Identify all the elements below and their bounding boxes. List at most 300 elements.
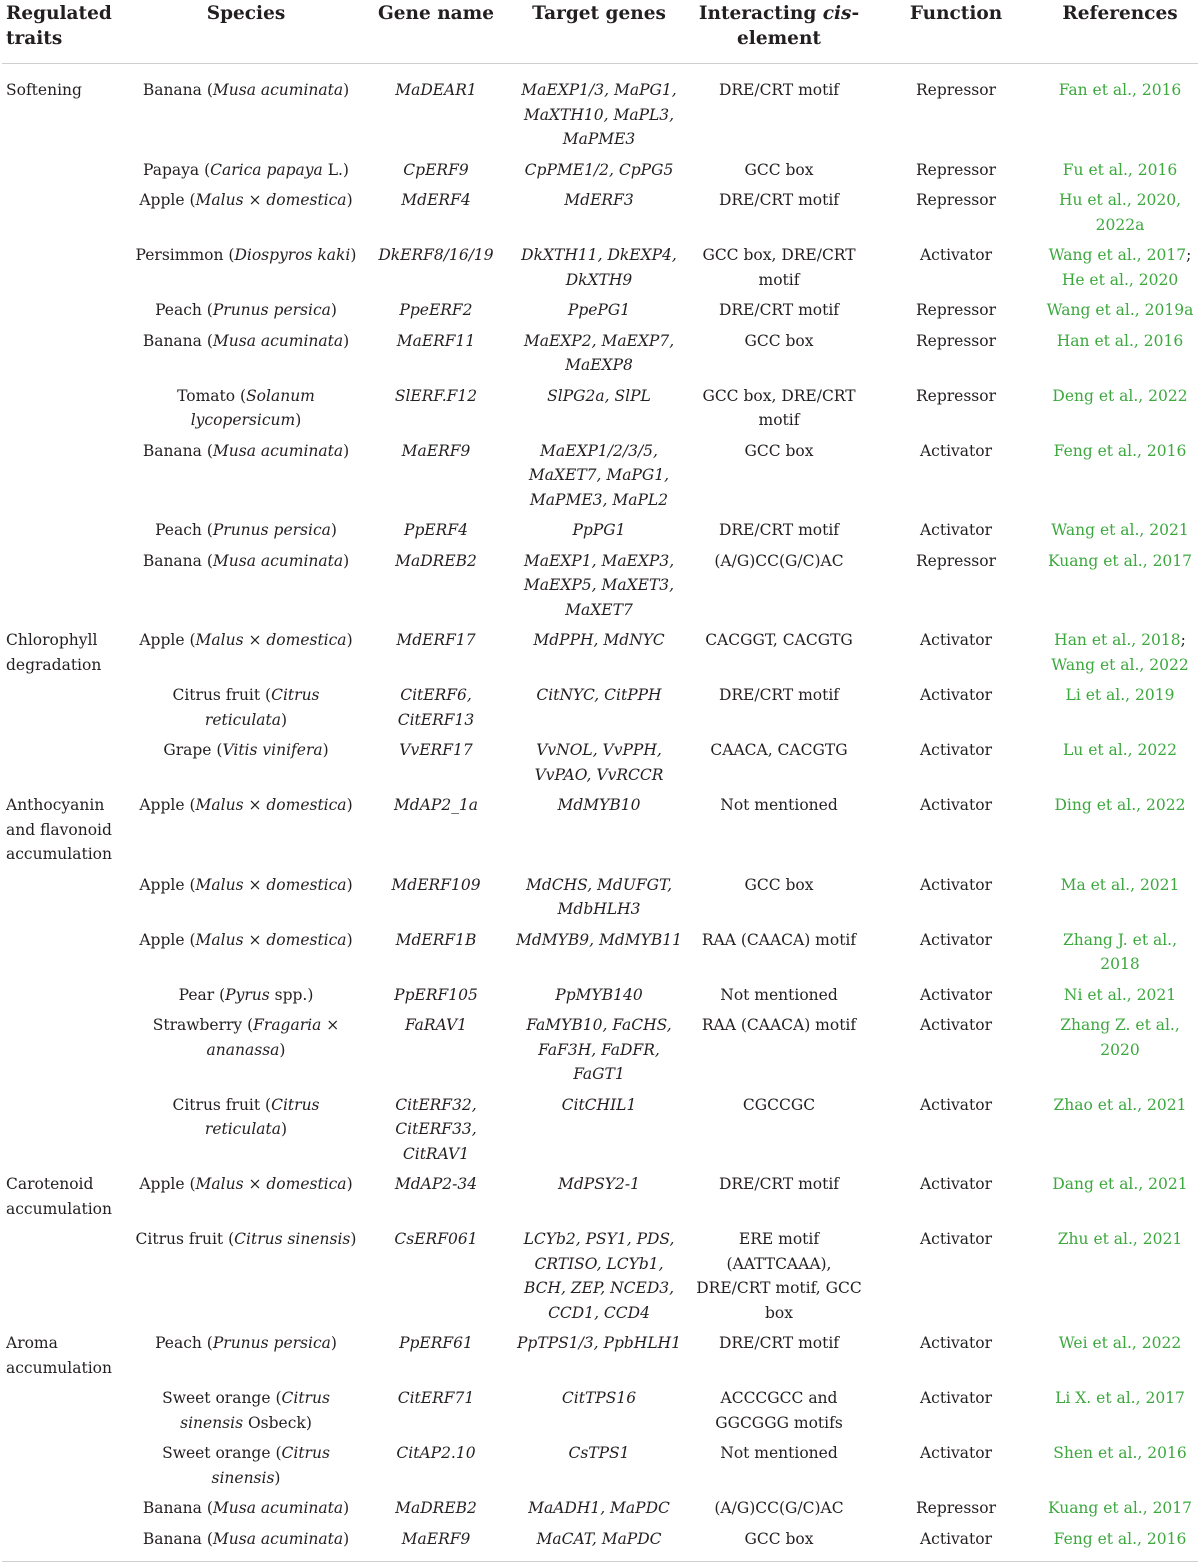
function-value: Activator [919, 741, 993, 759]
target-genes: MaEXP2, MaEXP7, MaEXP8 [523, 331, 675, 374]
species-latin-name: Malus × domestica [195, 875, 347, 894]
gene-name-cell [362, 329, 510, 384]
species-latin-name: Fragaria × ananassa [206, 1016, 340, 1059]
header-function: Function [870, 0, 1042, 64]
function-cell [870, 628, 1042, 683]
reference-link[interactable]: Kuang et al., 2017 [1047, 551, 1193, 570]
target-genes: MdERF3 [564, 191, 634, 209]
function-cell [870, 1013, 1042, 1093]
reference-link[interactable]: Feng et al., 2016 [1053, 441, 1187, 460]
cis-element: DRE/CRT motif [718, 521, 840, 539]
cis-element-cell [688, 738, 870, 793]
reference-link[interactable]: Ni et al., 2021 [1063, 985, 1177, 1004]
gene-name: MdERF4 [401, 191, 471, 209]
target-genes-cell [510, 1386, 688, 1441]
target-genes-cell [510, 1093, 688, 1173]
function-value: Activator [919, 1095, 993, 1114]
regulated-trait-cell [2, 928, 130, 983]
function-value: Activator [919, 631, 993, 649]
regulated-trait-cell [2, 1441, 130, 1496]
table-body [2, 64, 1198, 1562]
reference-link[interactable]: Han et al., 2018 [1054, 631, 1181, 649]
species-cell: Apple (Malus × domestica) [139, 930, 353, 949]
cis-element-cell [688, 1013, 870, 1093]
cis-element-cell [688, 1386, 870, 1441]
cis-element: RAA (CAACA) motif [701, 930, 857, 949]
species-common-name: Strawberry [152, 1016, 243, 1034]
table-row [2, 628, 1198, 683]
reference-link[interactable]: Wang et al., 2019a [1046, 301, 1194, 319]
cis-element: GCC box [744, 331, 814, 350]
species-cell: Sweet orange (Citrus sinensis Osbeck) [162, 1389, 330, 1432]
gene-name: PpeERF2 [399, 301, 473, 319]
cis-element-cell [688, 1496, 870, 1527]
species-common-name: Peach [155, 301, 202, 319]
species-common-name: Peach [155, 1334, 202, 1352]
references-cell [1042, 329, 1198, 384]
target-genes: PpMYB140 [555, 985, 643, 1004]
table-row [2, 793, 1198, 873]
table-row [2, 1496, 1198, 1527]
table-row [2, 683, 1198, 738]
regulated-trait-cell [2, 628, 130, 683]
references-cell [1042, 1441, 1198, 1496]
target-genes-cell [510, 1527, 688, 1562]
function-cell [870, 1172, 1042, 1227]
gene-name: MaERF9 [401, 1529, 471, 1548]
target-genes-cell [510, 683, 688, 738]
function-value: Activator [919, 1230, 993, 1248]
species-latin-name: Citrus reticulata [204, 686, 320, 729]
target-genes-cell [510, 873, 688, 928]
species-cell: Citrus fruit (Citrus reticulata) [172, 1095, 320, 1138]
references-cell [1042, 1172, 1198, 1227]
reference-separator: ; [1186, 246, 1192, 264]
table-row [2, 188, 1198, 243]
reference-link[interactable]: Kuang et al., 2017 [1047, 1499, 1193, 1517]
gene-name: MaDREB2 [395, 551, 477, 570]
reference-link[interactable]: Zhang J. et al., 2018 [1062, 930, 1178, 973]
function-cell [870, 549, 1042, 629]
species-cell: Apple (Malus × domestica) [139, 1175, 353, 1193]
species-common-name: Apple [139, 930, 185, 949]
species-latin-name: Musa acuminata [212, 1499, 344, 1517]
species-latin-name: Citrus reticulata [204, 1095, 320, 1138]
references-cell [1042, 1496, 1198, 1527]
function-value: Activator [919, 1389, 993, 1407]
function-value: Activator [919, 686, 993, 704]
target-genes-cell [510, 793, 688, 873]
header-regulated-traits: Regulated traits [2, 0, 130, 64]
regulated-trait: Carotenoid accumulation [6, 1175, 112, 1218]
regulated-trait-cell [2, 243, 130, 298]
function-cell [870, 1386, 1042, 1441]
species-common-name: Tomato [177, 386, 236, 405]
function-cell [870, 243, 1042, 298]
gene-name-cell [362, 683, 510, 738]
cis-element-cell [688, 188, 870, 243]
cis-element: (A/G)CC(G/C)AC [714, 551, 844, 570]
regulated-trait-cell [2, 549, 130, 629]
gene-name: CitERF6, CitERF13 [397, 686, 475, 729]
regulated-trait-cell [2, 1093, 130, 1173]
table-row [2, 1441, 1198, 1496]
species-latin-name: Carica papaya [210, 160, 323, 179]
gene-name-cell [362, 1227, 510, 1331]
references-cell [1042, 549, 1198, 629]
gene-name-cell [362, 628, 510, 683]
species-cell: Peach (Prunus persica) [155, 521, 337, 539]
gene-name: MdAP2_1a [393, 796, 479, 814]
gene-name: FaRAV1 [404, 1016, 468, 1034]
regulated-trait-cell [2, 329, 130, 384]
target-genes: MdPPH, MdNYC [533, 631, 665, 649]
species-common-name: Peach [155, 521, 202, 539]
cis-element-cell [688, 439, 870, 519]
references-cell [1042, 384, 1198, 439]
target-genes: CitTPS16 [561, 1389, 637, 1407]
species-latin-name: Citrus sinensis [211, 1444, 330, 1487]
species-latin-name: Malus × domestica [195, 796, 347, 814]
reference-link[interactable]: Shen et al., 2016 [1053, 1444, 1187, 1462]
species-latin-name: Musa acuminata [212, 81, 344, 99]
table-row [2, 1527, 1198, 1562]
species-common-name: Sweet orange [162, 1444, 271, 1462]
regulated-trait-cell [2, 64, 130, 158]
gene-name-cell [362, 243, 510, 298]
regulated-trait-cell [2, 1496, 130, 1527]
cis-element-cell [688, 1331, 870, 1386]
cis-element-cell [688, 683, 870, 738]
target-genes-cell [510, 64, 688, 158]
references-cell [1042, 738, 1198, 793]
gene-name: PpERF105 [394, 985, 478, 1004]
reference-link[interactable]: Lu et al., 2022 [1063, 741, 1177, 759]
header-references: References [1042, 0, 1198, 64]
target-genes: MaEXP1, MaEXP3, MaEXP5, MaXET3, MaXET7 [523, 551, 675, 619]
regulated-trait-cell [2, 384, 130, 439]
references-cell [1042, 928, 1198, 983]
species-cell: Banana (Musa acuminata) [130, 1527, 362, 1562]
species-latin-name: Malus × domestica [195, 1175, 347, 1193]
regulated-trait-cell [2, 188, 130, 243]
function-value: Activator [919, 875, 993, 894]
references-cell [1042, 439, 1198, 519]
cis-element: CGCCGC [742, 1095, 816, 1114]
target-genes-cell [510, 1172, 688, 1227]
target-genes: MaADH1, MaPDC [528, 1499, 670, 1517]
species-common-name: Apple [139, 875, 185, 894]
table-row [2, 1331, 1198, 1386]
function-value: Activator [919, 1529, 993, 1548]
reference-link[interactable]: Fu et al., 2016 [1062, 160, 1178, 179]
target-genes-cell [510, 188, 688, 243]
species-latin-name: Musa acuminata [212, 441, 344, 460]
target-genes-cell [510, 518, 688, 549]
regulated-trait-cell [2, 1172, 130, 1227]
reference-link[interactable]: Deng et al., 2022 [1052, 386, 1188, 405]
gene-name-cell [362, 873, 510, 928]
species-common-name: Persimmon [135, 246, 224, 264]
gene-name: MaDREB2 [395, 1499, 477, 1517]
function-cell [870, 793, 1042, 873]
species-latin-name: Musa acuminata [212, 551, 344, 570]
function-cell [870, 1093, 1042, 1173]
reference-link[interactable]: Zhu et al., 2021 [1057, 1230, 1183, 1248]
table-row [2, 518, 1198, 549]
function-cell [870, 439, 1042, 519]
cis-element: DRE/CRT motif [718, 301, 840, 319]
cis-element-cell [688, 549, 870, 629]
reference-link-2[interactable]: Wang et al., 2022 [1051, 655, 1189, 674]
reference-link[interactable]: Hu et al., 2020, 2022a [1058, 191, 1182, 234]
reference-link[interactable]: Wang et al., 2021 [1051, 521, 1189, 539]
cis-element-cell [688, 384, 870, 439]
target-genes: MdPSY2-1 [557, 1175, 641, 1193]
gene-name-cell [362, 1496, 510, 1527]
species-qualifier: L. [322, 160, 343, 179]
regulated-trait-cell [2, 873, 130, 928]
function-cell [870, 873, 1042, 928]
header-gene-name: Gene name [362, 0, 510, 64]
target-genes: MaEXP1/2/3/5, MaXET7, MaPG1, MaPME3, MaPL2 [528, 441, 670, 509]
gene-name-cell [362, 439, 510, 519]
function-cell [870, 1331, 1042, 1386]
target-genes: LCYb2, PSY1, PDS, CRTISO, LCYb1, BCH, ZEP, NCED3, CCD1, CCD4 [523, 1230, 675, 1322]
function-cell [870, 384, 1042, 439]
species-cell: Tomato (Solanum lycopersicum) [177, 386, 315, 429]
gene-name: MdAP2-34 [394, 1175, 478, 1193]
function-cell [870, 928, 1042, 983]
gene-name: CitAP2.10 [396, 1444, 476, 1462]
references-cell [1042, 243, 1198, 298]
target-genes-cell [510, 298, 688, 329]
species-cell: Papaya (Carica papaya L.) [143, 160, 349, 179]
target-genes-cell [510, 983, 688, 1014]
references-cell [1042, 518, 1198, 549]
species-cell: Banana (Musa acuminata) [142, 331, 350, 350]
function-value: Activator [919, 796, 993, 814]
target-genes-cell [510, 329, 688, 384]
species-latin-name: Malus × domestica [195, 191, 347, 209]
species-qualifier: spp. [269, 985, 308, 1004]
table-row [2, 928, 1198, 983]
function-cell [870, 1496, 1042, 1527]
table-row [2, 243, 1198, 298]
header-interacting-cis-element [688, 0, 870, 64]
species-cell: Apple (Malus × domestica) [139, 875, 353, 894]
species-cell: Strawberry (Fragaria × ananassa) [152, 1016, 340, 1059]
gene-name: SlERF.F12 [394, 386, 478, 405]
cis-element-cell [688, 1172, 870, 1227]
reference-link[interactable]: Feng et al., 2016 [1053, 1529, 1187, 1548]
gene-name-cell [362, 188, 510, 243]
regulated-trait-cell [2, 298, 130, 329]
function-cell [870, 518, 1042, 549]
target-genes: FaMYB10, FaCHS, FaF3H, FaDFR, FaGT1 [526, 1016, 672, 1083]
target-genes-cell [510, 1227, 688, 1331]
species-cell: Banana (Musa acuminata) [142, 1499, 350, 1517]
species-cell: Pear (Pyrus spp.) [178, 985, 314, 1004]
header-cis-suffix: -element [737, 3, 860, 49]
gene-name: MaDEAR1 [395, 81, 477, 99]
gene-name-cell [362, 1441, 510, 1496]
species-latin-name: Citrus sinensis [234, 1230, 351, 1248]
function-cell [870, 1227, 1042, 1331]
function-value: Activator [919, 1334, 993, 1352]
references-cell [1042, 1527, 1198, 1562]
target-genes: CpPME1/2, CpPG5 [524, 160, 674, 179]
gene-name-cell [362, 983, 510, 1014]
function-cell [870, 188, 1042, 243]
gene-name-cell [362, 1172, 510, 1227]
function-value: Repressor [916, 1499, 996, 1517]
function-value: Repressor [916, 81, 996, 99]
cis-element-cell [688, 1093, 870, 1173]
function-value: Activator [919, 246, 993, 264]
cis-element: DRE/CRT motif [718, 81, 840, 99]
reference-link-2[interactable]: He et al., 2020 [1061, 270, 1179, 289]
reference-link[interactable]: Li X. et al., 2017 [1055, 1389, 1185, 1407]
species-common-name: Citrus fruit [172, 686, 261, 704]
table-row [2, 384, 1198, 439]
gene-name-cell [362, 738, 510, 793]
gene-name: MdERF1B [395, 930, 477, 949]
gene-name: PpERF4 [404, 521, 468, 539]
cis-element-cell [688, 983, 870, 1014]
target-genes: CitNYC, CitPPH [536, 686, 662, 704]
regulated-trait-cell [2, 683, 130, 738]
header-species: Species [130, 0, 362, 64]
regulated-trait: Anthocyanin and flavonoid accumulation [6, 796, 112, 863]
cis-element-cell [688, 873, 870, 928]
function-value: Repressor [916, 331, 996, 350]
cis-element-cell [688, 243, 870, 298]
species-common-name: Apple [139, 796, 185, 814]
references-cell [1042, 1386, 1198, 1441]
regulated-trait-cell [2, 439, 130, 519]
gene-name-cell [362, 1013, 510, 1093]
species-latin-name: Diospyros kaki [234, 246, 351, 264]
reference-separator: ; [1180, 631, 1186, 649]
table-header [2, 0, 1198, 64]
cis-element-cell [688, 329, 870, 384]
table-row [2, 873, 1198, 928]
references-cell [1042, 1013, 1198, 1093]
target-genes: PpePG1 [567, 301, 631, 319]
regulated-trait-cell [2, 983, 130, 1014]
references-cell [1042, 158, 1198, 189]
target-genes-cell [510, 1441, 688, 1496]
regulated-trait-cell [2, 793, 130, 873]
reference-link[interactable]: Ma et al., 2021 [1060, 875, 1180, 894]
table-row [2, 439, 1198, 519]
references-cell [1042, 683, 1198, 738]
reference-link[interactable]: Li et al., 2019 [1065, 686, 1175, 704]
species-common-name: Apple [139, 191, 185, 209]
gene-name-cell [362, 64, 510, 158]
header-cis-prefix: Interacting [698, 3, 817, 24]
reference-link[interactable]: Zhao et al., 2021 [1053, 1095, 1187, 1114]
target-genes: PpTPS1/3, PpbHLH1 [517, 1334, 681, 1352]
cis-element: GCC box [744, 160, 814, 179]
gene-name: CpERF9 [403, 160, 469, 179]
gene-name-cell [362, 1527, 510, 1562]
cis-element: CAACA, CACGTG [710, 741, 848, 759]
species-latin-name: Solanum lycopersicum [190, 386, 315, 429]
gene-name: MaERF9 [401, 441, 471, 460]
target-genes: MaCAT, MaPDC [536, 1529, 662, 1548]
species-cell: Banana (Musa acuminata) [142, 81, 350, 99]
function-value: Repressor [916, 160, 996, 179]
species-common-name: Banana [142, 551, 202, 570]
function-cell [870, 158, 1042, 189]
reference-link[interactable]: Dang et al., 2021 [1052, 1175, 1188, 1193]
species-latin-name: Malus × domestica [195, 930, 347, 949]
cis-element: Not mentioned [720, 796, 838, 814]
target-genes-cell [510, 384, 688, 439]
function-value: Activator [919, 521, 993, 539]
references-cell [1042, 793, 1198, 873]
species-latin-name: Prunus persica [212, 1334, 331, 1352]
cis-element: RAA (CAACA) motif [701, 1016, 857, 1034]
function-cell [870, 1441, 1042, 1496]
function-value: Activator [919, 1175, 993, 1193]
header-target-genes: Target genes [510, 0, 688, 64]
cis-element-cell [688, 158, 870, 189]
gene-name: MaERF11 [396, 331, 476, 350]
regulated-trait-cell [2, 1331, 130, 1386]
reference-link[interactable]: Wei et al., 2022 [1058, 1334, 1182, 1352]
references-cell [1042, 1227, 1198, 1331]
table-row [2, 1093, 1198, 1173]
reference-link[interactable]: Wang et al., 2017 [1048, 246, 1187, 264]
target-genes-cell [510, 738, 688, 793]
reference-link[interactable]: Zhang Z. et al., 2020 [1060, 1016, 1180, 1059]
references-cell [1042, 1331, 1198, 1386]
gene-name: MdERF17 [396, 631, 476, 649]
cis-element: GCC box, DRE/CRT motif [702, 386, 856, 429]
species-common-name: Sweet orange [162, 1389, 271, 1407]
cis-element: CACGGT, CACGTG [705, 631, 853, 649]
species-latin-name: Musa acuminata [212, 331, 344, 350]
gene-name: VvERF17 [399, 741, 473, 759]
gene-name: CitERF32, CitERF33, CitRAV1 [395, 1095, 477, 1163]
species-common-name: Citrus fruit [135, 1230, 224, 1248]
regulated-trait-cell [2, 1013, 130, 1093]
references-cell [1042, 1093, 1198, 1173]
gene-name-cell [362, 518, 510, 549]
gene-name: CitERF71 [397, 1389, 475, 1407]
function-value: Repressor [916, 301, 996, 319]
species-cell: Sweet orange (Citrus sinensis) [162, 1444, 330, 1487]
species-latin-name: Vitis vinifera [222, 741, 323, 759]
reference-link[interactable]: Ding et al., 2022 [1054, 796, 1186, 814]
species-common-name: Apple [139, 631, 185, 649]
reference-link[interactable]: Han et al., 2016 [1056, 331, 1184, 350]
function-value: Activator [919, 1444, 993, 1462]
target-genes-cell [510, 1331, 688, 1386]
references-cell [1042, 298, 1198, 329]
species-cell: Banana (Musa acuminata) [142, 441, 350, 460]
species-latin-name: Citrus sinensis [180, 1389, 330, 1432]
table-row [2, 158, 1198, 189]
reference-link[interactable]: Fan et al., 2016 [1058, 81, 1182, 99]
gene-name-cell [362, 384, 510, 439]
cis-element: GCC box, DRE/CRT motif [702, 246, 856, 289]
species-latin-name: Prunus persica [212, 301, 331, 319]
gene-name-cell [362, 1093, 510, 1173]
